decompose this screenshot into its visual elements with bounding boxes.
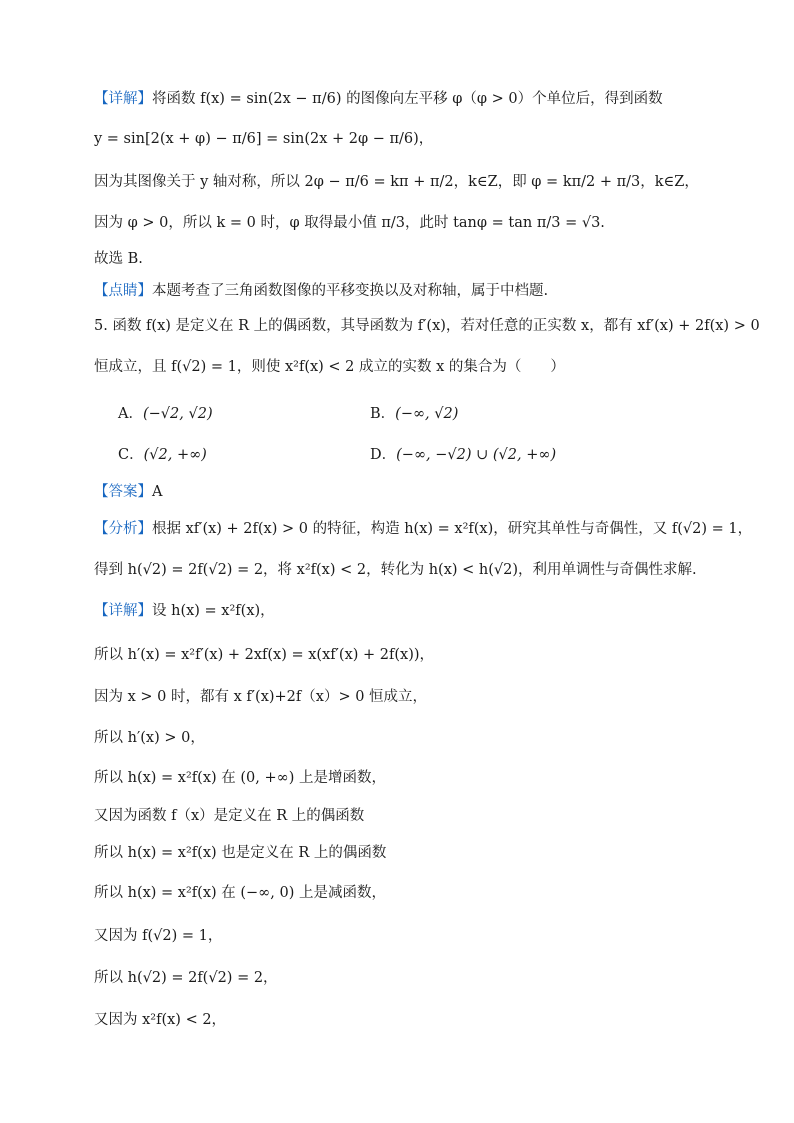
choice-value: (−∞, −√2) ∪ (√2, +∞) [396, 447, 557, 463]
choice-a [118, 402, 213, 423]
line-text: 所以 h(x) = x²f(x) 在 (0, +∞) 上是增函数， [94, 770, 386, 786]
line-text: 因为 φ > 0，所以 k = 0 时，φ 取得最小值 π/3，此时 tanφ = tan π/3 = √3. [94, 215, 605, 231]
detail-line-7 [94, 842, 734, 864]
choose-answer-line [94, 248, 734, 270]
line-text: 所以 h(x) = x²f(x) 也是定义在 R 上的偶函数 [94, 845, 387, 861]
detail-line-10 [94, 967, 734, 989]
choice-label: C． [118, 447, 144, 463]
detail-line-11 [94, 1009, 734, 1031]
line-text: 因为其图像关于 y 轴对称，所以 2φ − π/6 = kπ + π/2，k∈Z，即 φ = kπ/2 + π/3，k∈Z， [94, 174, 699, 190]
remark-line [94, 280, 734, 302]
line-text: 所以 h′(x) = x²f′(x) + 2xf(x) = x(xf′(x) + 2f(x))， [94, 647, 435, 663]
detail-line-5 [94, 767, 734, 789]
solution-equation-line [94, 128, 734, 150]
line-text: y = sin[2(x + φ) − π/6] = sin(2x + 2φ − π/6)， [94, 131, 434, 147]
choice-label: D． [370, 447, 397, 463]
line-text: 恒成立，且 f(√2) = 1，则使 x²f(x) < 2 成立的实数 x 的集合为（ ） [94, 359, 565, 375]
choice-c [118, 443, 207, 464]
line-text: 设 h(x) = x²f(x)， [152, 603, 275, 619]
detail-tag: 【详解】 [94, 91, 152, 107]
detail-line-8 [94, 882, 734, 904]
line-text: 因为 x > 0 时，都有 x f′(x)+2f（x）> 0 恒成立， [94, 689, 428, 705]
choice-b [370, 402, 458, 423]
analysis-line-2 [94, 559, 734, 581]
detail-line-2 [94, 644, 734, 666]
choice-value: (−∞, √2) [395, 406, 459, 422]
analysis-tag: 【分析】 [94, 521, 152, 537]
line-text: 所以 h(x) = x²f(x) 在 (−∞, 0) 上是减函数， [94, 885, 386, 901]
line-text: 所以 h′(x) > 0， [94, 730, 205, 746]
line-text: 所以 h(√2) = 2f(√2) = 2， [94, 970, 278, 986]
detail-line-9 [94, 925, 734, 947]
line-text: 故选 B. [94, 251, 143, 267]
solution-detail-line-1 [94, 88, 734, 110]
choice-d [370, 443, 556, 464]
line-text: 得到 h(√2) = 2f(√2) = 2，将 x²f(x) < 2，转化为 h(x) < h(√2)，利用单调性与奇偶性求解. [94, 562, 697, 578]
line-text: 根据 xf′(x) + 2f(x) > 0 的特征，构造 h(x) = x²f(x)，研究其单性与奇偶性，又 f(√2) = 1， [152, 521, 753, 537]
answer-value: A [152, 484, 163, 500]
detail-line-1 [94, 600, 734, 622]
line-text: 又因为 f(√2) = 1， [94, 928, 223, 944]
choice-value: (−√2, √2) [142, 406, 213, 422]
line-text: 将函数 f(x) = sin(2x − π/6) 的图像向左平移 φ（φ > 0）个单位后，得到函数 [152, 91, 663, 107]
choice-label: B． [370, 406, 396, 422]
remark-tag: 【点睛】 [94, 283, 152, 299]
line-text: 又因为 x²f(x) < 2， [94, 1012, 227, 1028]
detail-line-6 [94, 805, 734, 827]
answer-tag: 【答案】 [94, 484, 152, 500]
choice-value: (√2, +∞) [143, 447, 207, 463]
minimum-value-line [94, 212, 734, 234]
answer-line [94, 481, 734, 503]
choice-label: A． [118, 406, 143, 422]
line-text: 本题考查了三角函数图像的平移变换以及对称轴，属于中档题. [152, 283, 549, 299]
question-5-stem-line-2 [94, 356, 734, 378]
question-5-stem-line-1 [94, 315, 760, 337]
symmetry-line [94, 171, 734, 193]
detail-tag: 【详解】 [94, 603, 152, 619]
line-text: 又因为函数 f（x）是定义在 R 上的偶函数 [94, 808, 365, 824]
analysis-line-1 [94, 518, 753, 540]
detail-line-3 [94, 686, 734, 708]
line-text: 5. 函数 f(x) 是定义在 R 上的偶函数，其导函数为 f′(x)，若对任意的正实数 x，都有 xf′(x) + 2f(x) > 0 [94, 318, 760, 334]
detail-line-4 [94, 727, 734, 749]
